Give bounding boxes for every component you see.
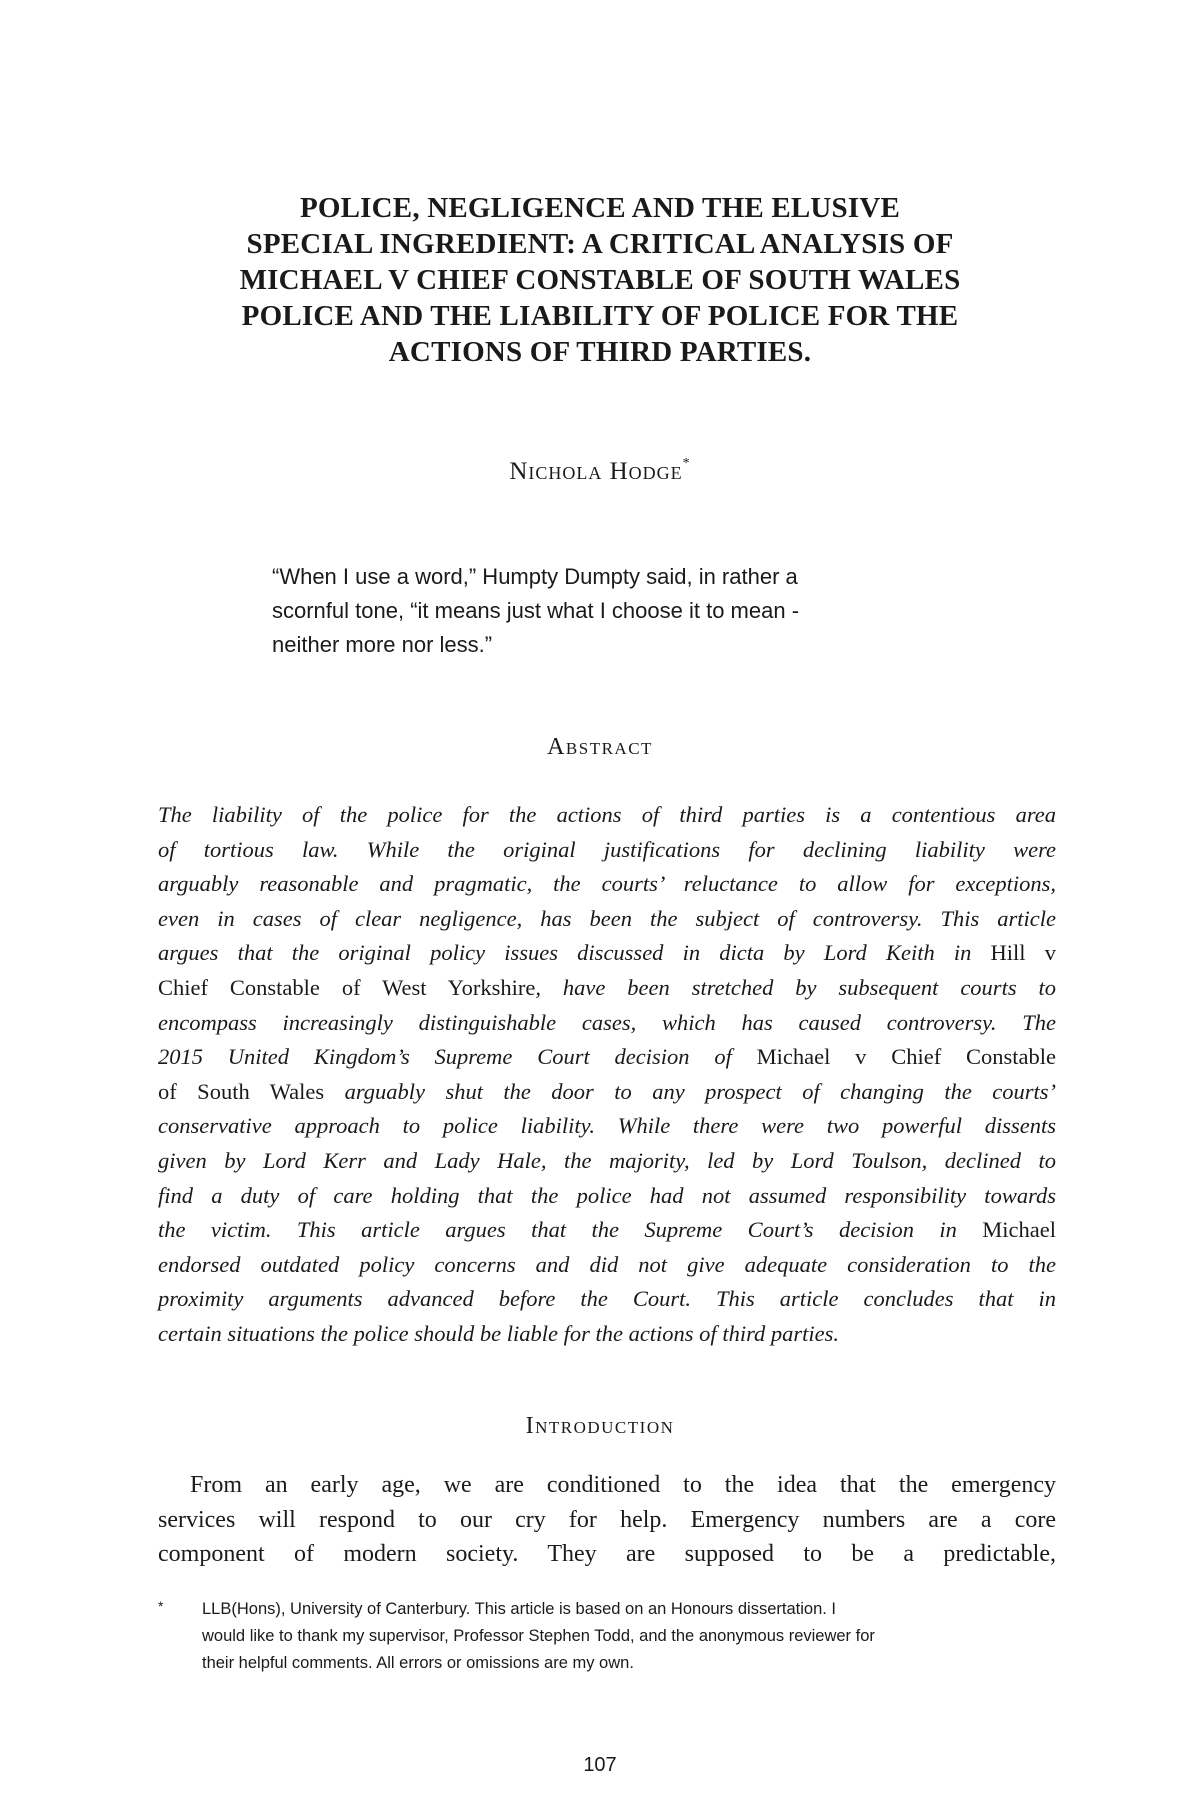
title-line: POLICE, NEGLIGENCE AND THE ELUSIVE xyxy=(299,192,901,224)
abstract-line xyxy=(158,1075,1056,1110)
abstract-segment: endorsed outdated policy concerns and did not give adequate consideration to the xyxy=(158,1251,1056,1277)
author-footnote-mark: * xyxy=(682,456,691,471)
footnote-line: LLB(Hons), University of Canterbury. This article is based on an Honours dissertation. I xyxy=(202,1600,837,1618)
abstract-line xyxy=(158,1040,1056,1075)
page-number: 107 xyxy=(583,1754,617,1776)
footnote-line: would like to thank my supervisor, Professor Stephen Todd, and the anonymous reviewer for xyxy=(202,1627,875,1645)
abstract-line xyxy=(158,798,1056,833)
abstract-segment: given by Lord Kerr and Lady Hale, the majority, led by Lord Toulson, declined to xyxy=(158,1147,1056,1173)
abstract-segment: certain situations the police should be liable for the actions of third parties. xyxy=(158,1320,839,1346)
abstract-line xyxy=(158,1213,1056,1248)
abstract-line xyxy=(158,1109,1056,1144)
abstract-line xyxy=(158,833,1056,868)
abstract-segment: arguably reasonable and pragmatic, the courts’ reluctance to allow for exceptions, xyxy=(158,871,1056,897)
epigraph-quote xyxy=(272,560,972,662)
abstract-segment: even in cases of clear negligence, has been the subject of controversy. This article xyxy=(158,905,1056,931)
epigraph-line: scornful tone, “it means just what I choose it to mean - xyxy=(272,598,800,623)
footnote xyxy=(158,1596,1056,1677)
abstract-line xyxy=(158,1317,1056,1352)
introduction-heading: Introduction xyxy=(525,1413,675,1439)
abstract-segment: encompass increasingly distinguishable cases, which has caused controversy. The xyxy=(158,1009,1056,1035)
body-line: From an early age, we are conditioned to the idea that the emergency xyxy=(190,1472,1056,1498)
abstract-line xyxy=(158,1144,1056,1179)
abstract-segment: , have been stretched by subsequent courts to xyxy=(535,974,1057,1000)
article-title xyxy=(150,190,1050,370)
title-line: SPECIAL INGREDIENT: A CRITICAL ANALYSIS OF xyxy=(246,228,954,260)
abstract-text xyxy=(158,798,1056,1352)
abstract-segment: argues that the original policy issues discussed in dicta by Lord Keith in xyxy=(158,940,991,966)
abstract-segment: the victim. This article argues that the Supreme Court’s decision in xyxy=(158,1217,983,1243)
title-line: MICHAEL V CHIEF CONSTABLE OF SOUTH WALES xyxy=(239,264,961,296)
abstract-line xyxy=(158,902,1056,937)
abstract-segment: of tortious law. While the original justifications for declining liability were xyxy=(158,836,1056,862)
case-name: Chief Constable of West Yorkshire xyxy=(158,974,536,1000)
epigraph-line: “When I use a word,” Humpty Dumpty said, in rather a xyxy=(272,564,798,589)
epigraph-line: neither more nor less.” xyxy=(272,632,493,657)
introduction-body xyxy=(158,1468,1056,1572)
body-line: component of modern society. They are supposed to be a predictable, xyxy=(158,1541,1056,1567)
abstract-segment: 2015 United Kingdom’s Supreme Court decision of xyxy=(158,1044,757,1070)
case-name: Michael v Chief Constable xyxy=(756,1044,1057,1070)
abstract-line xyxy=(158,1006,1056,1041)
abstract-segment: find a duty of care holding that the police had not assumed responsibility towards xyxy=(158,1182,1056,1208)
footnote-line: their helpful comments. All errors or omissions are my own. xyxy=(202,1654,634,1672)
abstract-heading: Abstract xyxy=(547,734,653,760)
abstract-line xyxy=(158,867,1056,902)
abstract-segment: proximity arguments advanced before the Court. This article concludes that in xyxy=(158,1286,1056,1312)
footnote-text xyxy=(202,1596,1056,1677)
abstract-line xyxy=(158,1282,1056,1317)
abstract-segment: conservative approach to police liability. While there were two powerful dissents xyxy=(158,1113,1056,1139)
body-line: services will respond to our cry for help. Emergency numbers are a core xyxy=(158,1506,1056,1533)
abstract-line xyxy=(158,971,1056,1006)
abstract-segment: arguably shut the door to any prospect of changing the courts’ xyxy=(324,1078,1056,1104)
abstract-segment: The liability of the police for the actions of third parties is a contentious area xyxy=(158,802,1056,827)
title-line: ACTIONS OF THIRD PARTIES. xyxy=(388,336,812,368)
abstract-line xyxy=(158,936,1056,971)
case-name: of South Wales xyxy=(158,1078,325,1104)
title-line: POLICE AND THE LIABILITY OF POLICE FOR THE xyxy=(241,300,959,332)
abstract-line xyxy=(158,1248,1056,1283)
case-name: Michael xyxy=(982,1217,1056,1243)
case-name: Hill v xyxy=(990,940,1056,966)
author-byline xyxy=(0,458,1200,486)
author-name: Nichola Hodge xyxy=(509,458,683,485)
footnote-mark: * xyxy=(158,1598,164,1614)
abstract-line xyxy=(158,1179,1056,1214)
